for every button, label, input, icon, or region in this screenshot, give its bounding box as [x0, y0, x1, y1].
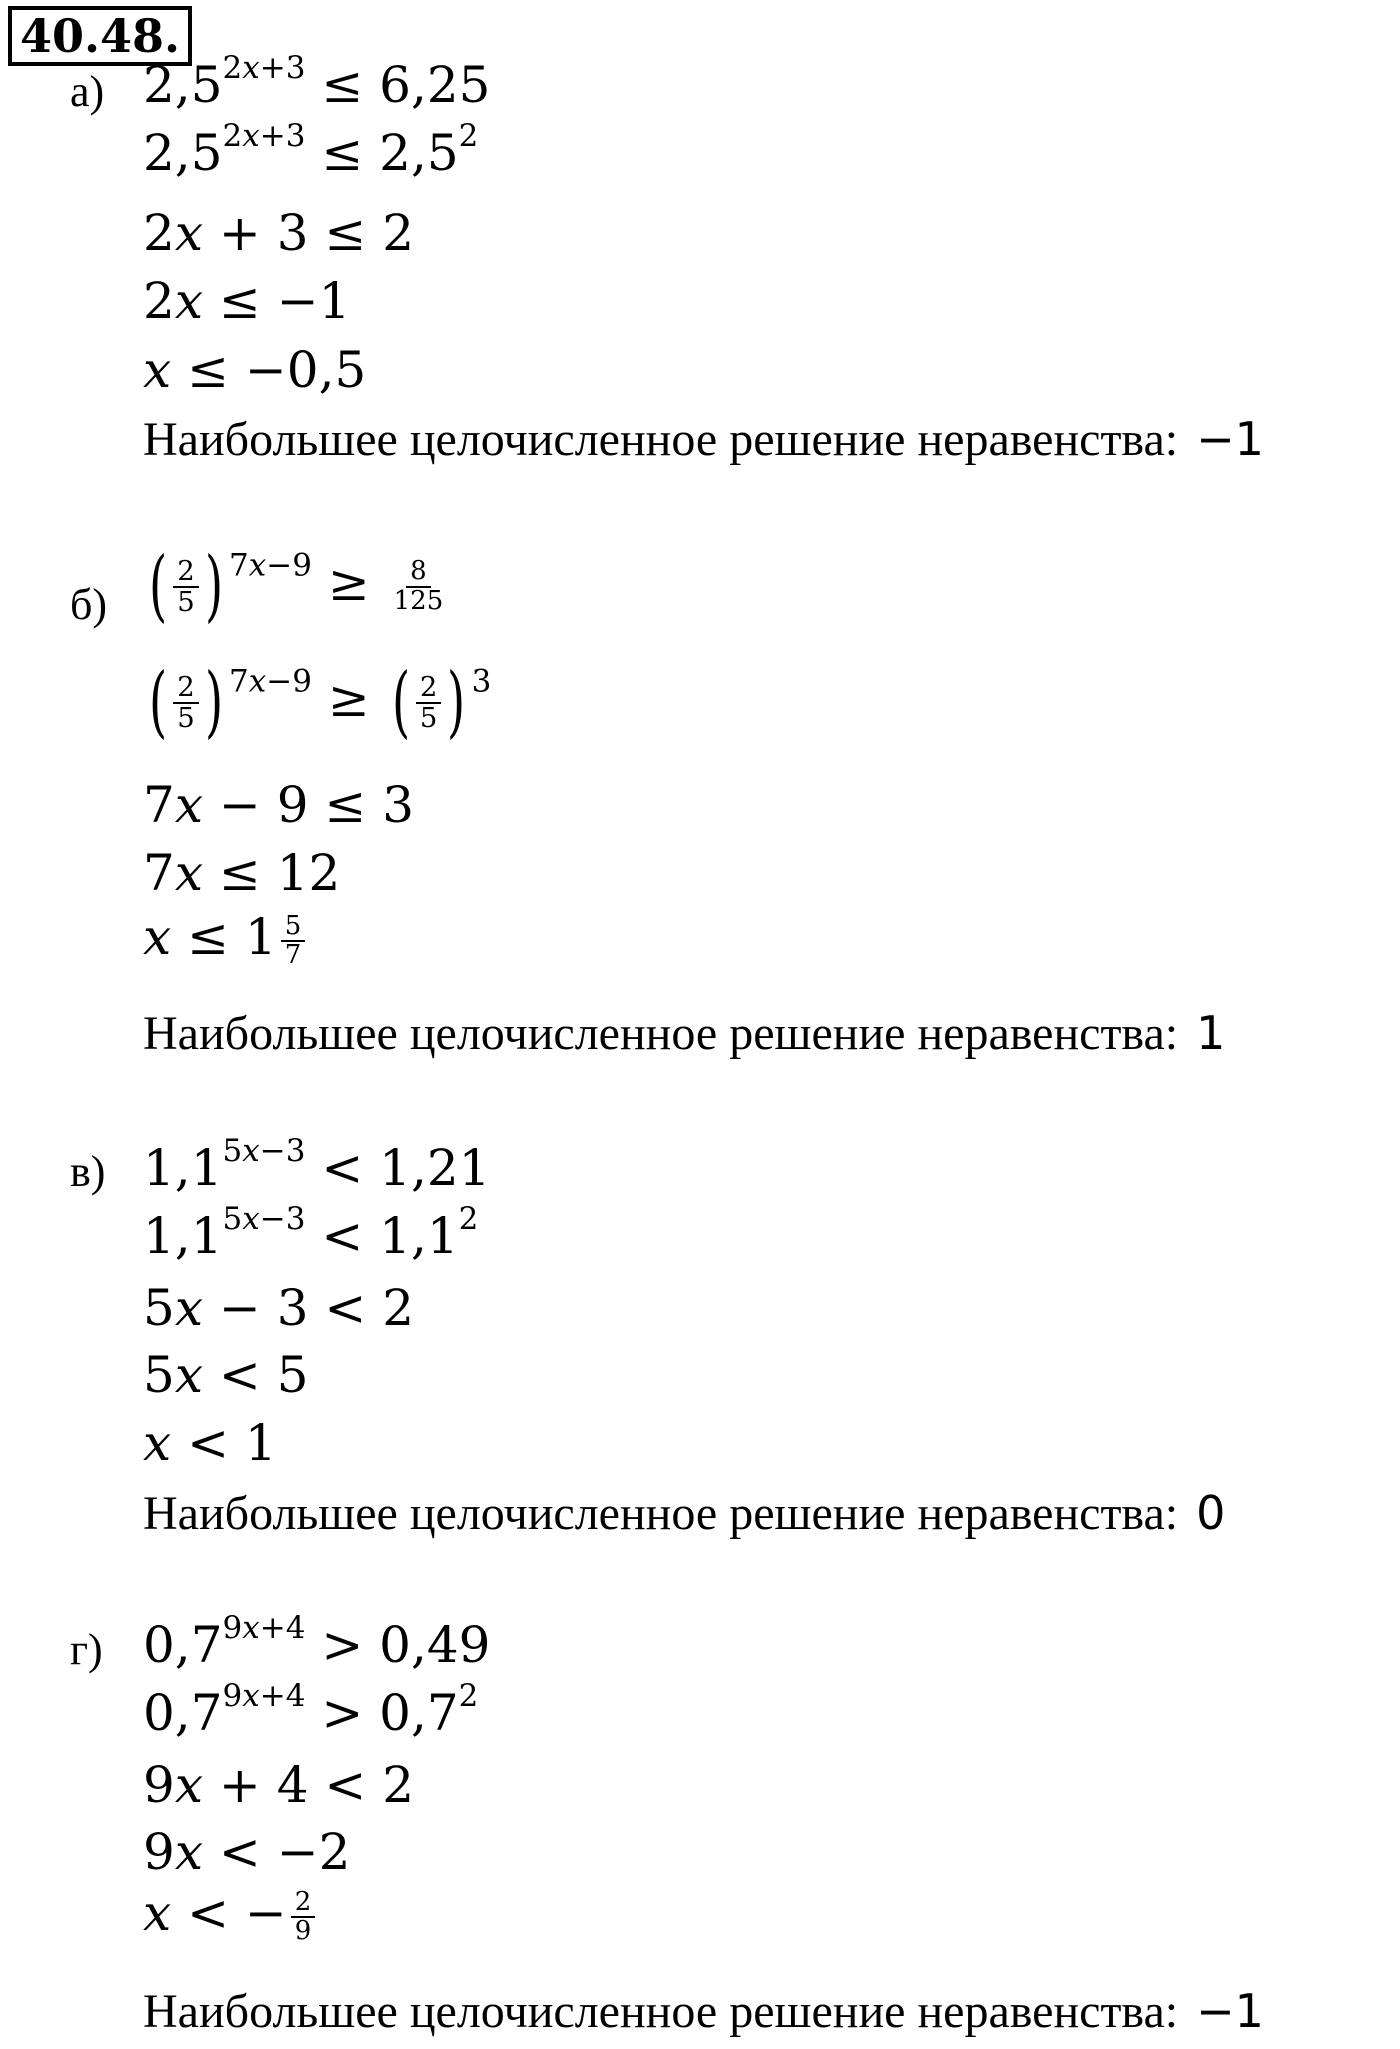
answer-label: Наибольшее целочисленное решение неравенства: [143, 1007, 1179, 1060]
answer-value: 0 [1196, 1486, 1226, 1540]
step-line: x ≤ 1 $\frac{5}{7}$ [143, 912, 309, 969]
step-line: $0,7^{9x+4} > 0,49$ [143, 1609, 491, 1674]
step-line: 7x − 9 ≤ 3 [143, 776, 415, 834]
step-line: 9x < −2 [143, 1823, 351, 1881]
step-line: 2x ≤ −1 [143, 272, 351, 330]
answer-line [143, 1984, 1264, 2038]
step-line: 5x − 3 < 2 [143, 1279, 415, 1337]
answer-line [143, 1486, 1226, 1540]
step-line: x ≤ −0,5 [143, 341, 367, 399]
part-label: б) [70, 580, 108, 629]
problem-number: 40.48. [8, 6, 192, 66]
answer-label: Наибольшее целочисленное решение неравенства: [143, 413, 1179, 466]
answer-label: Наибольшее целочисленное решение неравенства: [143, 1487, 1179, 1540]
step-line: ( 2 5 ) $^{7x-9}$ ≥ $\frac{8}{125}$ [149, 541, 444, 631]
answer-line [143, 412, 1264, 466]
step-line: $0,7^{9x+4} > 0,7^2$ [143, 1677, 479, 1742]
step-line: $2,5^{2x+3} \le 6,25$ [143, 49, 491, 114]
answer-value: −1 [1196, 412, 1264, 466]
step-line: x < 1 [143, 1414, 277, 1472]
step-line: $2,5^{2x+3} \le 2,5^2$ [143, 117, 479, 182]
answer-line [143, 1006, 1226, 1060]
step-line: 7x ≤ 12 [143, 844, 341, 902]
step-line: 9x + 4 < 2 [143, 1756, 415, 1814]
answer-label: Наибольшее целочисленное решение неравенства: [143, 1985, 1179, 2038]
step-line: $1,1^{5x-3} < 1,21$ [143, 1132, 491, 1197]
answer-value: 1 [1196, 1006, 1226, 1060]
step-line: 5x < 5 [143, 1346, 309, 1404]
part-label: а) [70, 67, 105, 116]
part-label: г) [70, 1625, 103, 1674]
step-line: $1,1^{5x-3} < 1,1^2$ [143, 1200, 479, 1265]
step-line: x < − $\frac{2}{9}$ [143, 1888, 319, 1945]
part-label: в) [70, 1147, 106, 1196]
step-line: 2x + 3 ≤ 2 [143, 204, 415, 262]
answer-value: −1 [1196, 1984, 1264, 2038]
step-line: ( 2 5 ) $^{7x-9}$ ≥ ( 2 5 ) $^3$ [149, 657, 492, 747]
